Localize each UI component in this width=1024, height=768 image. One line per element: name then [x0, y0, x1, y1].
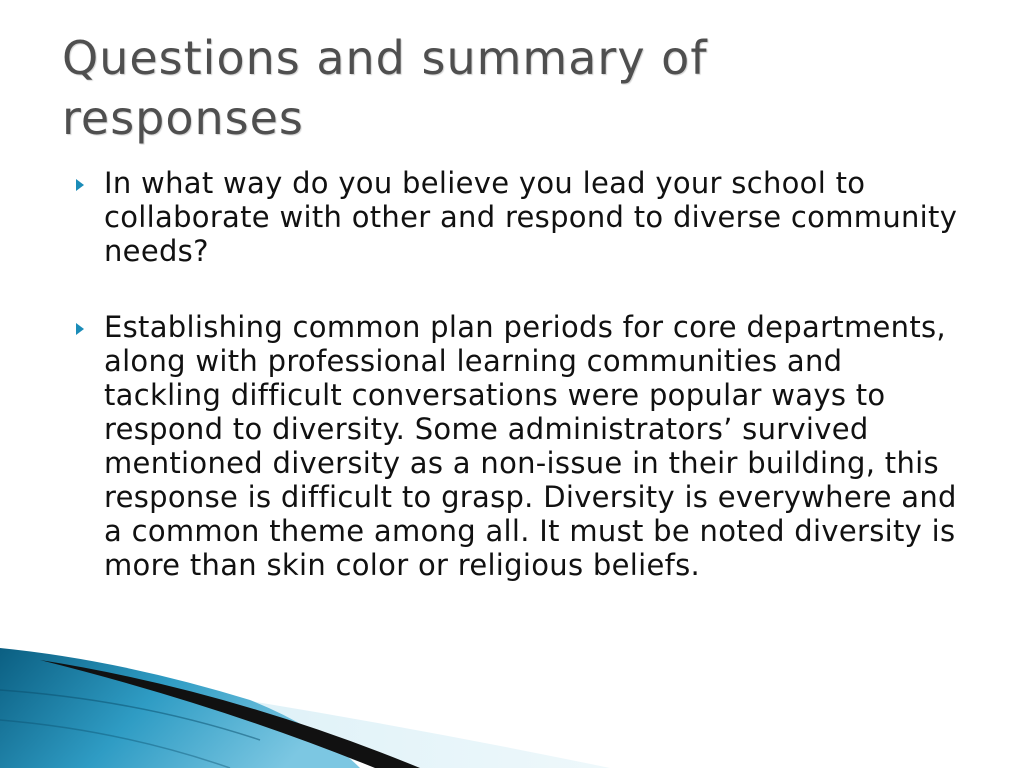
bullet-item-response	[74, 310, 964, 582]
triangle-right-icon	[76, 323, 84, 335]
bullet-item-question	[74, 166, 964, 268]
bullet-text-response: Establishing common plan periods for core departments, along with professional learning communities and tackling difficult conversations were popular ways to respond to diversity. Some administrators’ survived mentioned diversity as a non-issue in their building, this response is difficult to grasp. Diversity is everywhere and a common theme among all. It must be noted diversity is more than skin color or religious beliefs.	[104, 310, 957, 582]
bullet-text-question: In what way do you believe you lead your school to collaborate with other and respond to diverse community needs?	[104, 166, 958, 268]
decor-blue-wave	[0, 648, 360, 768]
bullet-list	[74, 166, 964, 582]
triangle-right-icon	[76, 179, 84, 191]
slide-title: Questions and summary of responses	[62, 31, 708, 145]
